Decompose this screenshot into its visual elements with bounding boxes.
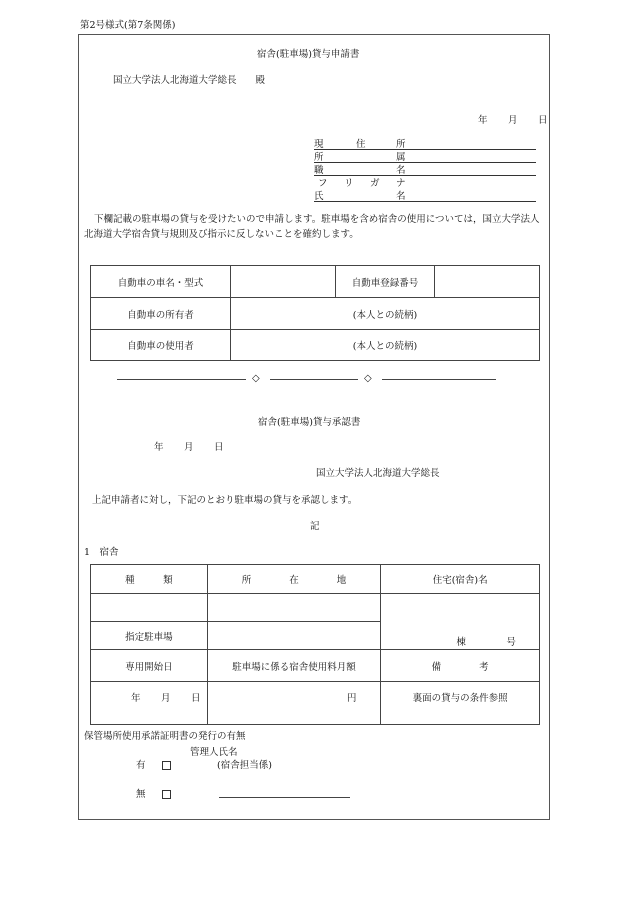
diamond-icon: ◇ bbox=[252, 373, 260, 384]
furigana-label-2: リ bbox=[344, 178, 354, 189]
manager-label: 管理人氏名 bbox=[190, 747, 238, 758]
diamond-icon: ◇ bbox=[364, 373, 372, 384]
form-number: 第2号様式(第7条関係) bbox=[80, 20, 176, 31]
ki-heading: 記 bbox=[310, 521, 320, 532]
owner-relationship-text: (本人との続柄) bbox=[352, 309, 418, 321]
remarks-header: 備 考 bbox=[381, 650, 540, 682]
approval-date-day: 日 bbox=[214, 442, 224, 453]
separator-line-2 bbox=[270, 379, 358, 380]
location-cell[interactable] bbox=[207, 594, 381, 622]
yes-checkbox-icon[interactable] bbox=[162, 761, 171, 770]
address-field[interactable] bbox=[314, 136, 536, 150]
address-label-2: 住 bbox=[356, 139, 366, 150]
certificate-question: 保管場所使用承諾証明書の発行の有無 bbox=[84, 731, 246, 742]
user-relationship[interactable] bbox=[231, 330, 540, 361]
housing-name-header: 住宅(宿舎)名 bbox=[381, 565, 540, 594]
affiliation-field[interactable] bbox=[314, 149, 536, 163]
no-checkbox-icon[interactable] bbox=[162, 790, 171, 799]
approval-table bbox=[90, 564, 540, 725]
location-header: 所 在 地 bbox=[207, 565, 381, 594]
approval-title: 宿舎(駐車場)貸与承認書 bbox=[258, 417, 361, 428]
position-label-2: 名 bbox=[396, 165, 406, 176]
addressee: 国立大学法人北海道大学総長 殿 bbox=[113, 75, 266, 86]
owner-relationship[interactable] bbox=[231, 298, 540, 330]
no-label: 無 bbox=[136, 789, 146, 800]
start-date-header: 専用開始日 bbox=[91, 650, 208, 682]
furigana-label-3: ガ bbox=[370, 178, 380, 189]
building-label: 棟 bbox=[456, 637, 466, 648]
yen-label: 円 bbox=[346, 693, 357, 704]
registration-number-label: 自動車登録番号 bbox=[336, 266, 435, 298]
application-title: 宿舎(駐車場)貸与申請書 bbox=[257, 49, 360, 60]
approval-statement: 上記申請者に対し，下記のとおり駐車場の貸与を承認します。 bbox=[92, 495, 358, 506]
car-name-model-label: 自動車の車名・型式 bbox=[91, 266, 231, 298]
separator-line-3 bbox=[382, 379, 496, 380]
monthly-fee-cell[interactable] bbox=[207, 682, 381, 725]
start-date-month: 月 bbox=[161, 693, 171, 704]
furigana-label-1: フ bbox=[318, 178, 328, 189]
car-name-model-input[interactable] bbox=[231, 266, 336, 298]
position-field[interactable] bbox=[314, 162, 536, 176]
vehicle-table bbox=[90, 265, 540, 361]
date-month: 月 bbox=[508, 115, 518, 126]
no-option[interactable] bbox=[136, 786, 171, 800]
remarks-value: 裏面の貸与の条件参照 bbox=[412, 693, 508, 704]
affiliation-label-2: 属 bbox=[396, 152, 406, 163]
designated-parking-cell[interactable] bbox=[207, 622, 381, 650]
furigana-label-4: ナ bbox=[396, 178, 406, 189]
approval-date-month: 月 bbox=[184, 442, 194, 453]
name-field[interactable] bbox=[314, 188, 536, 202]
remarks-cell bbox=[381, 682, 540, 725]
section-1-heading: 1 宿舎 bbox=[84, 547, 119, 558]
yes-label: 有 bbox=[136, 760, 146, 771]
owner-label: 自動車の所有者 bbox=[91, 298, 231, 330]
user-relationship-text: (本人との続柄) bbox=[352, 341, 418, 352]
type-cell[interactable] bbox=[91, 594, 208, 622]
designated-parking-label: 指定駐車場 bbox=[91, 622, 208, 650]
name-label-2: 名 bbox=[396, 191, 406, 202]
registration-number-input[interactable] bbox=[435, 266, 540, 298]
manager-sub: (宿舎担当係) bbox=[217, 760, 272, 771]
yes-option[interactable] bbox=[136, 757, 171, 771]
issuer: 国立大学法人北海道大学総長 bbox=[316, 468, 440, 479]
date-day: 日 bbox=[538, 115, 548, 126]
manager-name-line[interactable] bbox=[219, 797, 350, 798]
position-label-1: 職 bbox=[314, 165, 324, 176]
monthly-fee-header: 駐車場に係る宿舎使用料月額 bbox=[207, 650, 381, 682]
application-statement: 下欄記載の駐車場の貸与を受けたいので申請します。駐車場を含め宿舎の使用については，国立大学法人北海道大学宿舎貸与規則及び指示に反しないことを確約します。 bbox=[84, 214, 540, 240]
unit-label: 号 bbox=[506, 637, 516, 648]
start-date-day: 日 bbox=[191, 693, 201, 704]
separator-line-1 bbox=[117, 379, 246, 380]
housing-name-cell[interactable] bbox=[381, 594, 540, 650]
date-year: 年 bbox=[478, 115, 488, 126]
address-label-1: 現 bbox=[314, 139, 324, 150]
type-header: 種 類 bbox=[91, 565, 208, 594]
affiliation-label-1: 所 bbox=[314, 152, 324, 163]
furigana-field[interactable] bbox=[314, 175, 536, 188]
address-label-3: 所 bbox=[396, 139, 406, 150]
start-date-year: 年 bbox=[131, 693, 141, 704]
name-label-1: 氏 bbox=[314, 191, 324, 202]
approval-date-year: 年 bbox=[154, 442, 164, 453]
start-date-cell[interactable] bbox=[91, 682, 208, 725]
user-label: 自動車の使用者 bbox=[91, 330, 231, 361]
